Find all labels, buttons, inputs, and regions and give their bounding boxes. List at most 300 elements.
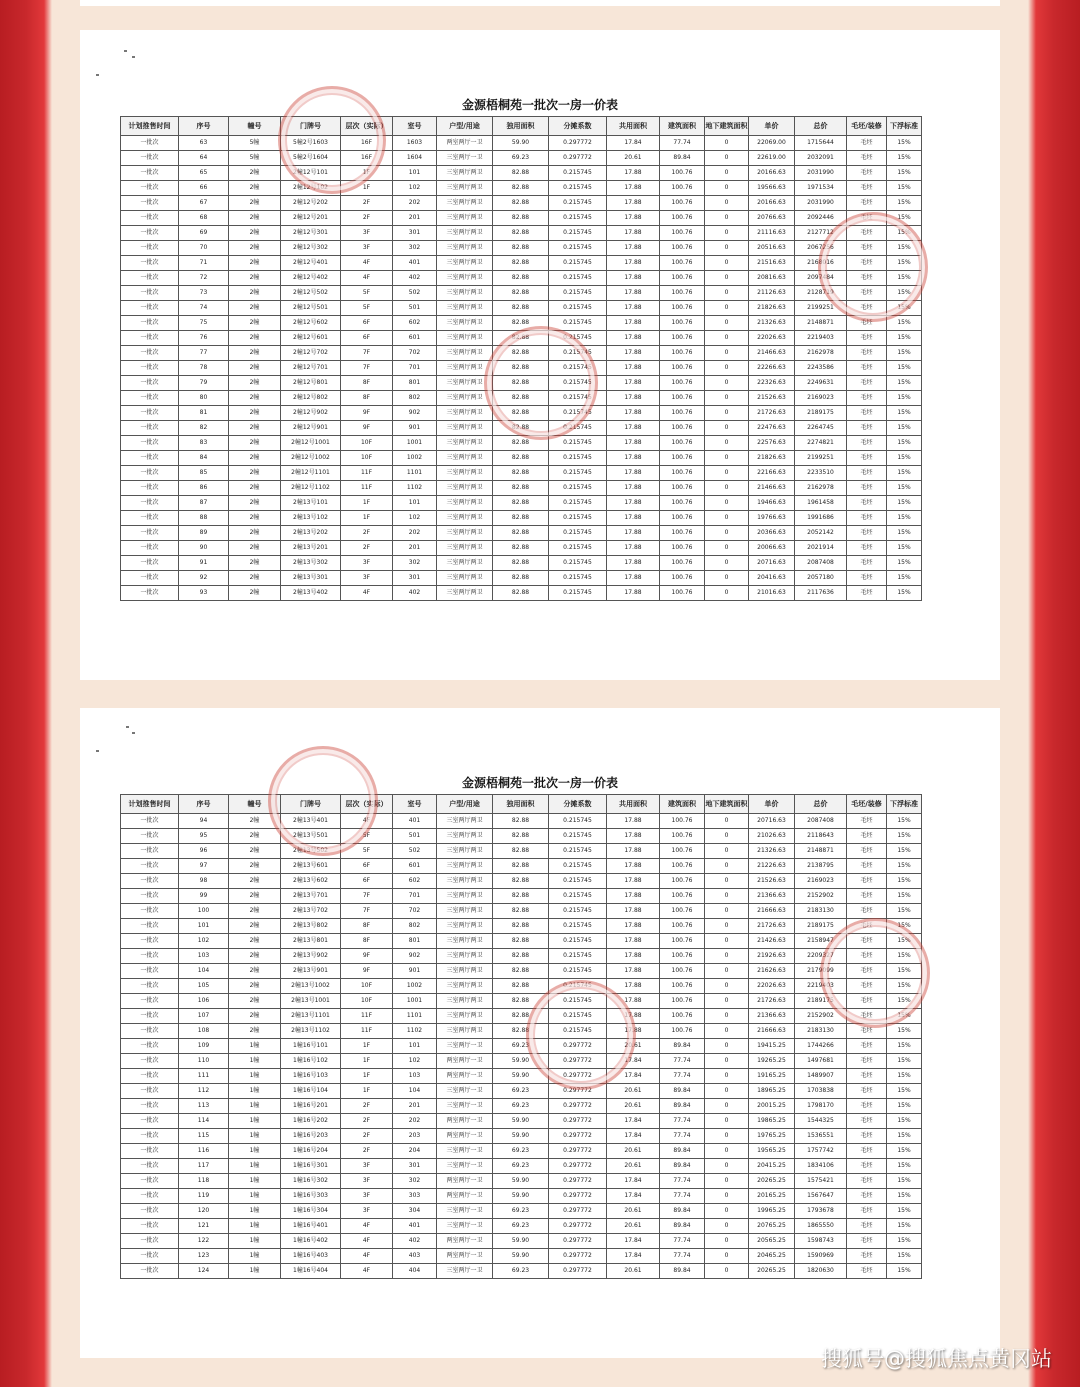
- table-cell: 三室两厅两卫: [437, 361, 493, 376]
- table-cell: 毛坯: [847, 256, 887, 271]
- table-cell: 一批次: [121, 1204, 179, 1219]
- table-cell: 3F: [341, 556, 393, 571]
- table-row: [121, 451, 922, 466]
- table-cell: 两室两厅一卫: [437, 1234, 493, 1249]
- table-cell: 2幢: [229, 889, 281, 904]
- table-cell: 三室两厅两卫: [437, 496, 493, 511]
- table-cell: 15%: [887, 844, 922, 859]
- table-cell: 三室两厅两卫: [437, 181, 493, 196]
- table-cell: 100.76: [660, 874, 705, 889]
- table-cell: 毛坯: [847, 301, 887, 316]
- table-cell: 77: [179, 346, 229, 361]
- column-header: 共用面积: [607, 795, 660, 814]
- table-cell: 2幢13号401: [281, 814, 341, 829]
- table-cell: 1幢16号302: [281, 1174, 341, 1189]
- column-header: 总价: [795, 117, 847, 136]
- table-cell: 20516.63: [749, 241, 795, 256]
- table-row: [121, 1069, 922, 1084]
- table-cell: 501: [393, 829, 437, 844]
- table-cell: 82.88: [493, 166, 549, 181]
- table-cell: 1幢: [229, 1234, 281, 1249]
- table-cell: 100.76: [660, 994, 705, 1009]
- table-cell: 15%: [887, 181, 922, 196]
- table-cell: 15%: [887, 406, 922, 421]
- table-cell: 303: [393, 1189, 437, 1204]
- table-cell: 69.23: [493, 1159, 549, 1174]
- table-cell: 15%: [887, 211, 922, 226]
- table-cell: 100.76: [660, 376, 705, 391]
- table-cell: 5幢: [229, 136, 281, 151]
- table-cell: 毛坯: [847, 451, 887, 466]
- table-row: [121, 316, 922, 331]
- table-cell: 88: [179, 511, 229, 526]
- table-cell: 100.76: [660, 541, 705, 556]
- table-cell: 17.84: [607, 1174, 660, 1189]
- table-cell: 2219403: [795, 979, 847, 994]
- table-cell: 毛坯: [847, 829, 887, 844]
- table-cell: 1幢: [229, 1204, 281, 1219]
- table-cell: 2097484: [795, 271, 847, 286]
- table-cell: 0: [705, 1159, 749, 1174]
- table-cell: 2幢: [229, 286, 281, 301]
- table-cell: 一批次: [121, 556, 179, 571]
- table-cell: 毛坯: [847, 1234, 887, 1249]
- table-cell: 毛坯: [847, 1249, 887, 1264]
- table-cell: 0.215745: [549, 919, 607, 934]
- table-cell: 82.88: [493, 241, 549, 256]
- table-cell: 一批次: [121, 301, 179, 316]
- table-cell: 6F: [341, 859, 393, 874]
- table-cell: 15%: [887, 256, 922, 271]
- table-cell: 1幢16号202: [281, 1114, 341, 1129]
- table-cell: 0: [705, 316, 749, 331]
- table-row: [121, 994, 922, 1009]
- table-cell: 2幢: [229, 934, 281, 949]
- table-cell: 一批次: [121, 286, 179, 301]
- table-cell: 15%: [887, 1219, 922, 1234]
- table-cell: 100.76: [660, 481, 705, 496]
- table-cell: 一批次: [121, 1144, 179, 1159]
- table-row: [121, 1009, 922, 1024]
- table-cell: 63: [179, 136, 229, 151]
- table-cell: 0.215745: [549, 331, 607, 346]
- table-cell: 8F: [341, 934, 393, 949]
- table-cell: 15%: [887, 1174, 922, 1189]
- table-cell: 一批次: [121, 934, 179, 949]
- table-cell: 毛坯: [847, 964, 887, 979]
- table-cell: 0.215745: [549, 226, 607, 241]
- table-cell: 2138795: [795, 859, 847, 874]
- table-cell: 6F: [341, 331, 393, 346]
- table-cell: 82.88: [493, 511, 549, 526]
- table-cell: 2幢13号601: [281, 859, 341, 874]
- table-cell: 0: [705, 466, 749, 481]
- table-cell: 100.76: [660, 406, 705, 421]
- table-cell: 15%: [887, 1234, 922, 1249]
- column-header: 户型/用途: [437, 795, 493, 814]
- table-cell: 1536551: [795, 1129, 847, 1144]
- table-cell: 0.215745: [549, 391, 607, 406]
- column-header: 门牌号: [281, 117, 341, 136]
- scan-speck: [132, 56, 135, 58]
- table-cell: 72: [179, 271, 229, 286]
- table-cell: 17.88: [607, 391, 660, 406]
- table-cell: 三室两厅一卫: [437, 151, 493, 166]
- table-cell: 毛坯: [847, 481, 887, 496]
- table-row: [121, 211, 922, 226]
- table-cell: 77.74: [660, 136, 705, 151]
- table-cell: 毛坯: [847, 556, 887, 571]
- column-header: 幢号: [229, 795, 281, 814]
- table-cell: 109: [179, 1039, 229, 1054]
- table-cell: 三室两厅一卫: [437, 1084, 493, 1099]
- table-cell: 0: [705, 1249, 749, 1264]
- table-cell: 1幢16号102: [281, 1054, 341, 1069]
- table-cell: 108: [179, 1024, 229, 1039]
- table-cell: 100.76: [660, 196, 705, 211]
- table-cell: 一批次: [121, 421, 179, 436]
- table-row: [121, 541, 922, 556]
- table-cell: 三室两厅两卫: [437, 166, 493, 181]
- table-cell: 0.297772: [549, 1069, 607, 1084]
- table-cell: 1幢: [229, 1039, 281, 1054]
- table-cell: 2幢: [229, 979, 281, 994]
- table-cell: 22069.00: [749, 136, 795, 151]
- table-cell: 100.76: [660, 181, 705, 196]
- table-cell: 6F: [341, 316, 393, 331]
- table-cell: 0: [705, 211, 749, 226]
- table-cell: 17.88: [607, 406, 660, 421]
- table-cell: 2127712: [795, 226, 847, 241]
- table-cell: 2幢12号902: [281, 406, 341, 421]
- table-cell: 毛坯: [847, 1129, 887, 1144]
- column-header: 序号: [179, 117, 229, 136]
- table-cell: 2幢: [229, 436, 281, 451]
- table-cell: 2幢12号801: [281, 376, 341, 391]
- table-cell: 15%: [887, 1054, 922, 1069]
- table-cell: 5F: [341, 286, 393, 301]
- table-cell: 三室两厅一卫: [437, 1144, 493, 1159]
- table-cell: 2幢: [229, 346, 281, 361]
- table-cell: 1575421: [795, 1174, 847, 1189]
- table-cell: 15%: [887, 994, 922, 1009]
- table-body: [121, 814, 922, 1279]
- table-row: [121, 1264, 922, 1279]
- table-cell: 89.84: [660, 1204, 705, 1219]
- table-cell: 三室两厅两卫: [437, 586, 493, 601]
- column-header: 幢号: [229, 117, 281, 136]
- table-cell: 一批次: [121, 1024, 179, 1039]
- table-cell: 22326.63: [749, 376, 795, 391]
- table-cell: 15%: [887, 1114, 922, 1129]
- table-cell: 毛坯: [847, 904, 887, 919]
- table-row: [121, 874, 922, 889]
- table-cell: 三室两厅两卫: [437, 211, 493, 226]
- table-cell: 21326.63: [749, 316, 795, 331]
- table-cell: 0: [705, 241, 749, 256]
- table-cell: 0: [705, 889, 749, 904]
- table-cell: 82.88: [493, 286, 549, 301]
- table-cell: 89: [179, 526, 229, 541]
- table-cell: 77.74: [660, 1054, 705, 1069]
- table-cell: 毛坯: [847, 949, 887, 964]
- table-cell: 0.215745: [549, 874, 607, 889]
- table-cell: 2幢12号702: [281, 346, 341, 361]
- table-cell: 21466.63: [749, 346, 795, 361]
- table-cell: 86: [179, 481, 229, 496]
- table-cell: 21526.63: [749, 874, 795, 889]
- table-cell: 2幢: [229, 904, 281, 919]
- table-cell: 601: [393, 331, 437, 346]
- table-cell: 2F: [341, 1099, 393, 1114]
- table-cell: 15%: [887, 874, 922, 889]
- table-cell: 2幢12号1102: [281, 481, 341, 496]
- table-cell: 三室两厅一卫: [437, 1219, 493, 1234]
- table-cell: 701: [393, 361, 437, 376]
- table-cell: 95: [179, 829, 229, 844]
- table-cell: 119: [179, 1189, 229, 1204]
- table-cell: 2幢13号802: [281, 919, 341, 934]
- table-cell: 10F: [341, 979, 393, 994]
- table-cell: 82.88: [493, 934, 549, 949]
- price-table: [120, 794, 922, 1279]
- table-cell: 11F: [341, 466, 393, 481]
- table-cell: 601: [393, 859, 437, 874]
- column-header: 层次（实际）: [341, 795, 393, 814]
- table-cell: 2幢: [229, 556, 281, 571]
- table-cell: 75: [179, 316, 229, 331]
- table-cell: 77.74: [660, 1249, 705, 1264]
- table-cell: 7F: [341, 889, 393, 904]
- table-cell: 69.23: [493, 1204, 549, 1219]
- column-header: 地下建筑面积: [705, 117, 749, 136]
- table-row: [121, 376, 922, 391]
- table-cell: 2幢: [229, 406, 281, 421]
- table-cell: 0: [705, 1114, 749, 1129]
- table-cell: 2幢: [229, 451, 281, 466]
- table-cell: 20.61: [607, 151, 660, 166]
- table-cell: 2幢: [229, 994, 281, 1009]
- table-cell: 2052142: [795, 526, 847, 541]
- table-cell: 0.215745: [549, 166, 607, 181]
- table-cell: 17.88: [607, 376, 660, 391]
- table-cell: 0: [705, 844, 749, 859]
- table-cell: 2幢12号502: [281, 286, 341, 301]
- table-row: [121, 1189, 922, 1204]
- table-cell: 毛坯: [847, 844, 887, 859]
- table-cell: 15%: [887, 511, 922, 526]
- table-cell: 1002: [393, 451, 437, 466]
- table-cell: 一批次: [121, 226, 179, 241]
- table-cell: 17.88: [607, 196, 660, 211]
- table-cell: 17.88: [607, 934, 660, 949]
- table-cell: 17.88: [607, 451, 660, 466]
- table-cell: 0: [705, 904, 749, 919]
- table-cell: 0: [705, 151, 749, 166]
- table-cell: 三室两厅两卫: [437, 436, 493, 451]
- table-cell: 17.84: [607, 1114, 660, 1129]
- table-cell: 20366.63: [749, 526, 795, 541]
- table-cell: 105: [179, 979, 229, 994]
- table-cell: 0: [705, 421, 749, 436]
- table-cell: 2幢13号1001: [281, 994, 341, 1009]
- table-cell: 1497681: [795, 1054, 847, 1069]
- table-cell: 602: [393, 874, 437, 889]
- table-row: [121, 934, 922, 949]
- table-cell: 4F: [341, 1234, 393, 1249]
- table-cell: 100.76: [660, 271, 705, 286]
- table-cell: 69.23: [493, 1144, 549, 1159]
- table-cell: 82.88: [493, 451, 549, 466]
- table-cell: 15%: [887, 166, 922, 181]
- document-title: 金源梧桐苑一批次一房一价表: [461, 98, 618, 112]
- table-cell: 801: [393, 376, 437, 391]
- table-cell: 0.297772: [549, 136, 607, 151]
- table-cell: 15%: [887, 1144, 922, 1159]
- table-cell: 82.88: [493, 586, 549, 601]
- table-cell: 21726.63: [749, 919, 795, 934]
- table-cell: 15%: [887, 934, 922, 949]
- table-cell: 15%: [887, 271, 922, 286]
- table-row: [121, 406, 922, 421]
- column-header: 下浮标准: [887, 117, 922, 136]
- table-cell: 82.88: [493, 316, 549, 331]
- table-cell: 17.88: [607, 511, 660, 526]
- table-cell: 2118643: [795, 829, 847, 844]
- table-cell: 2249631: [795, 376, 847, 391]
- header-row: [121, 795, 922, 814]
- table-cell: 0: [705, 874, 749, 889]
- table-cell: 7F: [341, 904, 393, 919]
- table-cell: 一批次: [121, 1099, 179, 1114]
- table-cell: 1F: [341, 181, 393, 196]
- table-cell: 100.76: [660, 859, 705, 874]
- table-cell: 82.88: [493, 256, 549, 271]
- table-cell: 三室两厅两卫: [437, 541, 493, 556]
- table-cell: 三室两厅两卫: [437, 376, 493, 391]
- table-cell: 202: [393, 526, 437, 541]
- table-cell: 2183130: [795, 1024, 847, 1039]
- table-cell: 毛坯: [847, 1144, 887, 1159]
- table-cell: 20465.25: [749, 1249, 795, 1264]
- top-strip: [80, 0, 1000, 6]
- table-cell: 2幢12号102: [281, 181, 341, 196]
- table-row: [121, 571, 922, 586]
- table-cell: 0.297772: [549, 1159, 607, 1174]
- table-cell: 100.76: [660, 241, 705, 256]
- table-cell: 1F: [341, 1084, 393, 1099]
- table-cell: 三室两厅两卫: [437, 859, 493, 874]
- table-cell: 毛坯: [847, 376, 887, 391]
- table-cell: 99: [179, 889, 229, 904]
- table-cell: 毛坯: [847, 994, 887, 1009]
- table-cell: 一批次: [121, 241, 179, 256]
- table-cell: 0: [705, 1129, 749, 1144]
- table-cell: 0: [705, 1189, 749, 1204]
- column-header: 分摊系数: [549, 795, 607, 814]
- table-cell: 87: [179, 496, 229, 511]
- table-cell: 一批次: [121, 814, 179, 829]
- table-row: [121, 136, 922, 151]
- table-cell: 2幢13号502: [281, 844, 341, 859]
- table-cell: 一批次: [121, 874, 179, 889]
- table-cell: 一批次: [121, 436, 179, 451]
- table-cell: 2幢13号702: [281, 904, 341, 919]
- table-row: [121, 361, 922, 376]
- table-cell: 1幢16号103: [281, 1069, 341, 1084]
- table-row: [121, 556, 922, 571]
- table-cell: 15%: [887, 526, 922, 541]
- table-cell: 1幢16号203: [281, 1129, 341, 1144]
- table-cell: 0.297772: [549, 1054, 607, 1069]
- table-cell: 20166.63: [749, 166, 795, 181]
- table-cell: 一批次: [121, 541, 179, 556]
- table-cell: 2幢13号101: [281, 496, 341, 511]
- table-cell: 三室两厅两卫: [437, 934, 493, 949]
- column-header: 计划推售时间: [121, 795, 179, 814]
- table-cell: 0.215745: [549, 511, 607, 526]
- table-cell: 84: [179, 451, 229, 466]
- table-cell: 一批次: [121, 1189, 179, 1204]
- table-cell: 100.76: [660, 511, 705, 526]
- table-cell: 100.76: [660, 346, 705, 361]
- table-cell: 毛坯: [847, 196, 887, 211]
- table-cell: 1002: [393, 979, 437, 994]
- table-cell: 2幢: [229, 316, 281, 331]
- table-cell: 82.88: [493, 376, 549, 391]
- table-cell: 1F: [341, 166, 393, 181]
- table-cell: 2057180: [795, 571, 847, 586]
- table-cell: 三室两厅两卫: [437, 949, 493, 964]
- table-cell: 两室两厅一卫: [437, 136, 493, 151]
- table-row: [121, 859, 922, 874]
- table-cell: 0: [705, 376, 749, 391]
- table-cell: 0.215745: [549, 376, 607, 391]
- table-cell: 一批次: [121, 586, 179, 601]
- table-cell: 15%: [887, 136, 922, 151]
- table-cell: 110: [179, 1054, 229, 1069]
- table-cell: 2幢: [229, 814, 281, 829]
- table-cell: 三室两厅一卫: [437, 1204, 493, 1219]
- table-cell: 22266.63: [749, 361, 795, 376]
- table-cell: 0: [705, 1174, 749, 1189]
- table-cell: 0: [705, 1009, 749, 1024]
- table-cell: 毛坯: [847, 151, 887, 166]
- table-cell: 一批次: [121, 181, 179, 196]
- table-cell: 毛坯: [847, 1054, 887, 1069]
- table-cell: 21426.63: [749, 934, 795, 949]
- table-cell: 97: [179, 859, 229, 874]
- table-cell: 5F: [341, 844, 393, 859]
- table-cell: 一批次: [121, 511, 179, 526]
- table-cell: 82.88: [493, 421, 549, 436]
- table-cell: 0.297772: [549, 1099, 607, 1114]
- table-cell: 17.88: [607, 241, 660, 256]
- table-cell: 104: [179, 964, 229, 979]
- table-row: [121, 1024, 922, 1039]
- table-cell: 0: [705, 136, 749, 151]
- table-cell: 2F: [341, 1129, 393, 1144]
- table-cell: 2幢: [229, 361, 281, 376]
- table-cell: 一批次: [121, 1084, 179, 1099]
- table-cell: 0.297772: [549, 1174, 607, 1189]
- table-cell: 89.84: [660, 1144, 705, 1159]
- table-cell: 1幢16号204: [281, 1144, 341, 1159]
- table-cell: 一批次: [121, 571, 179, 586]
- table-cell: 毛坯: [847, 1264, 887, 1279]
- table-cell: 三室两厅一卫: [437, 1039, 493, 1054]
- table-cell: 113: [179, 1099, 229, 1114]
